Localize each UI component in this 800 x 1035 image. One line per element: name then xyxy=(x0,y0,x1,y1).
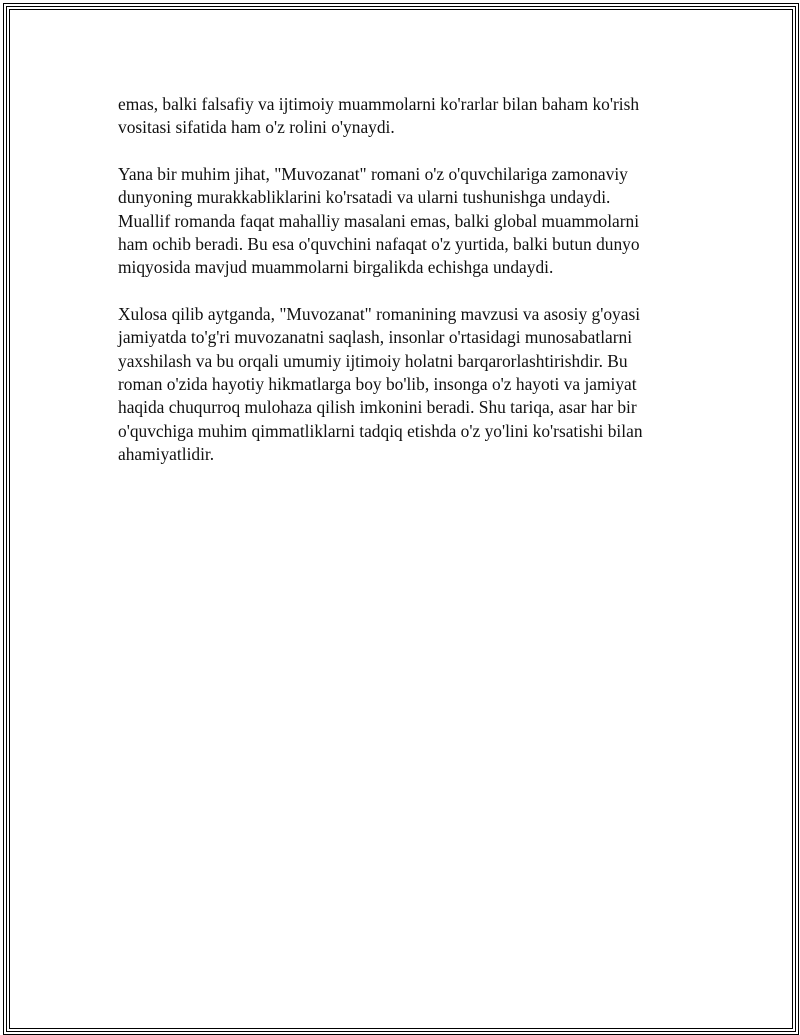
text-line: o'quvchiga muhim qimmatliklarni tadqiq etishda o'z yo'lini ko'rsatishi bilan xyxy=(118,420,643,441)
text-line: roman o'zida hayotiy hikmatlarga boy bo'lib, insonga o'z hayoti va jamiyat xyxy=(118,373,637,394)
text-line: Yana bir muhim jihat, "Muvozanat" romani o'z o'quvchilariga zamonaviy xyxy=(118,164,628,185)
text-line: ham ochib beradi. Bu esa o'quvchini nafaqat o'z yurtida, balki butun dunyo xyxy=(118,233,640,254)
text-line: haqida chuqurroq mulohaza qilish imkonini beradi. Shu tariqa, asar har bir xyxy=(118,397,637,418)
text-line: Xulosa qilib aytganda, "Muvozanat" romanining mavzusi va asosiy g'oyasi xyxy=(118,304,641,325)
document-body xyxy=(118,93,688,490)
text-line: yaxshilash va bu orqali umumiy ijtimoiy holatni barqarorlashtirishdir. Bu xyxy=(118,350,628,371)
text-line: dunyoning murakkabliklarini ko'rsatadi va ularni tushunishga undaydi. xyxy=(118,187,611,208)
paragraph-2 xyxy=(118,163,688,279)
text-line: ahamiyatlidir. xyxy=(118,443,215,464)
paragraph-3 xyxy=(118,303,688,466)
paragraph-1 xyxy=(118,93,688,140)
text-line: jamiyatda to'g'ri muvozanatni saqlash, insonlar o'rtasidagi munosabatlarni xyxy=(118,327,633,348)
text-line: vositasi sifatida ham o'z rolini o'ynaydi. xyxy=(118,117,395,138)
text-line: emas, balki falsafiy va ijtimoiy muammolarni ko'rarlar bilan baham ko'rish xyxy=(118,94,640,114)
text-line: miqyosida mavjud muammolarni birgalikda echishga undaydi. xyxy=(118,257,554,278)
text-line: Muallif romanda faqat mahalliy masalani emas, balki global muammolarni xyxy=(118,210,640,231)
